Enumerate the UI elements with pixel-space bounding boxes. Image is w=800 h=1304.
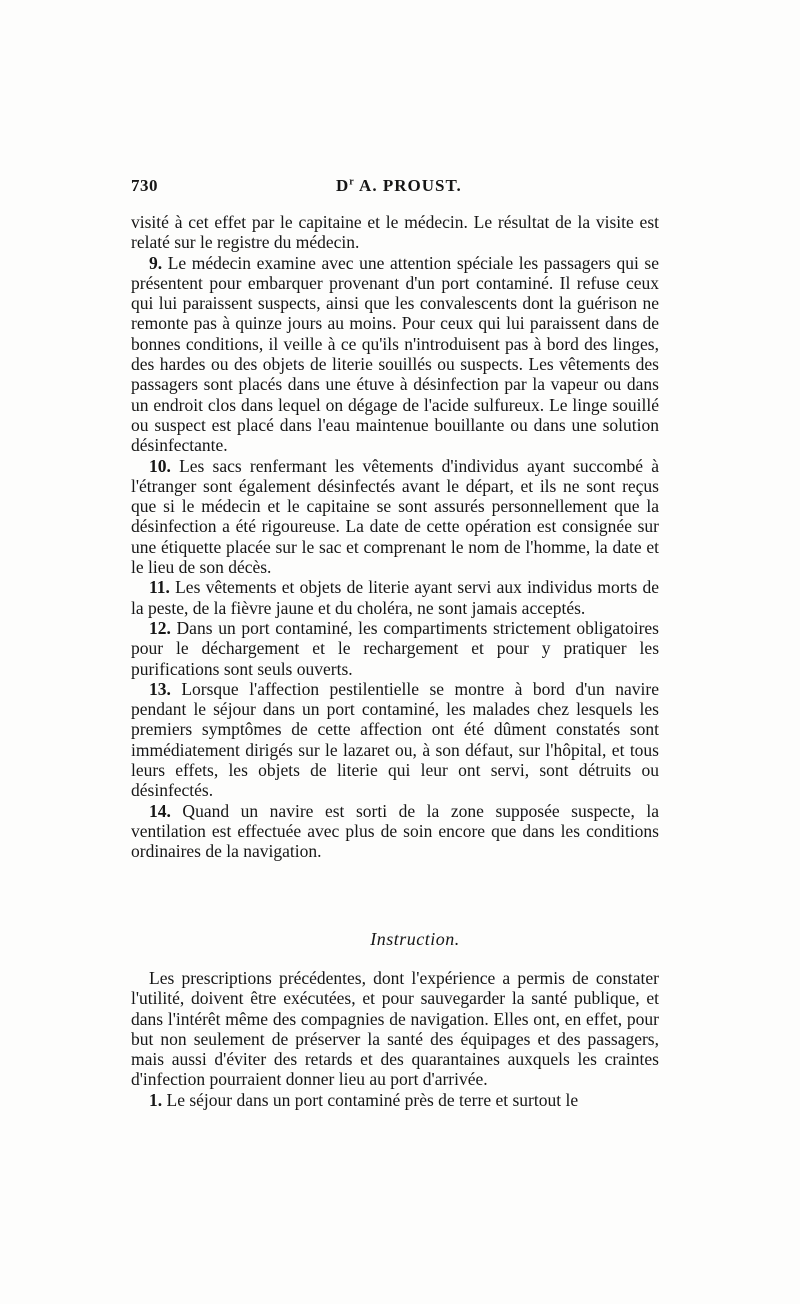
paragraph-text: Lorsque l'affection pestilentielle se montre à bord d'un navire pendant le séjour dans un port contaminé, les malades chez lesquels les premiers symptômes de cette affection ont été dûment constatés sont immédiatement dirigés sur le lazaret ou, à son défaut, sur l'hôpital, et tous leurs effets, les objets de literie qui leur ont servi, sont détruits ou désinfectés. [131,678,659,801]
paragraph-text: Le séjour dans un port contaminé près de terre et surtout le [162,1089,579,1110]
article-14 [131,801,659,862]
section-heading: Instruction. [370,929,460,949]
paragraph-text: Quand un navire est sorti de la zone supposée suspecte, la ventilation est effectuée avec plus de soin encore que dans les conditions ordinaires de la navigation. [131,800,659,862]
paragraph-text: Dans un port contaminé, les compartiments strictement obligatoires pour le déchargement et le rechargement et pour y pratiquer les purifications sont seuls ouverts. [131,617,659,679]
body-text-lower [131,968,659,1110]
article-number: 12. [149,617,171,638]
paragraph-text: visité à cet effet par le capitaine et le médecin. Le résultat de la visite est relaté sur le registre du médecin. [131,212,659,253]
article-10 [131,456,659,578]
instruction-article-1 [131,1090,659,1110]
article-9 [131,253,659,456]
running-head [131,176,659,198]
paragraph-text: Les prescriptions précédentes, dont l'expérience a permis de constater l'utilité, doivent être exécutées, et pour sauvegarder la santé publique, et dans l'intérêt même des compagnies de navigation. Elles ont, en effet, pour but non seulement de préserver la santé des équipages et des passagers, mais aussi d'éviter des retards et des quarantaines auxquels les craintes d'infection pourraient donner lieu au port d'arrivée. [131,968,659,1090]
article-number: 14. [149,800,171,821]
article-number: 1. [149,1089,163,1110]
paragraph-continued [131,212,659,253]
article-number: 13. [149,678,171,699]
running-title [336,176,462,196]
body-text-upper [131,212,659,862]
article-13 [131,679,659,801]
author-name: A. PROUST. [354,176,462,195]
author-prefix-superscript: r [349,176,355,188]
paragraph-text: Les vêtements et objets de literie ayant servi aux individus morts de la peste, de la fièvre jaune et du choléra, ne sont jamais acceptés. [131,577,659,618]
article-11 [131,577,659,618]
page-number: 730 [131,176,158,195]
article-number: 10. [149,455,171,476]
instruction-paragraph [131,968,659,1090]
paragraph-text: Le médecin examine avec une attention spéciale les passagers qui se présentent pour embarquer provenant d'un port contaminé. Il refuse ceux qui lui paraissent suspects, ainsi que les convalescents dont la guérison ne remonte pas à quinze jours au moins. Pour ceux qui lui paraissent dans de bonnes conditions, il veille à ce qu'ils n'introduisent pas à bord des linges, des hardes ou des objets de literie souillés ou suspects. Les vêtements des passagers sont placés dans une étuve à désinfection par la vapeur ou dans un endroit clos dans lequel on dégage de l'acide sulfureux. Le linge souillé ou suspect est placé dans l'eau maintenue bouillante ou dans une solution désinfectante. [131,252,659,456]
article-number: 11. [149,577,170,598]
article-number: 9. [149,252,163,273]
article-12 [131,618,659,679]
author-prefix: D [336,176,350,195]
paragraph-text: Les sacs renfermant les vêtements d'individus ayant succombé à l'étranger sont également désinfectés avant le départ, et ils ne sont reçus que si le médecin et le capitaine se sont assurés personnellement que la désinfection a été rigoureuse. La date de cette opération est consignée sur une étiquette placée sur le sac et comprenant le nom de l'homme, la date et le lieu de son décès. [131,455,659,578]
